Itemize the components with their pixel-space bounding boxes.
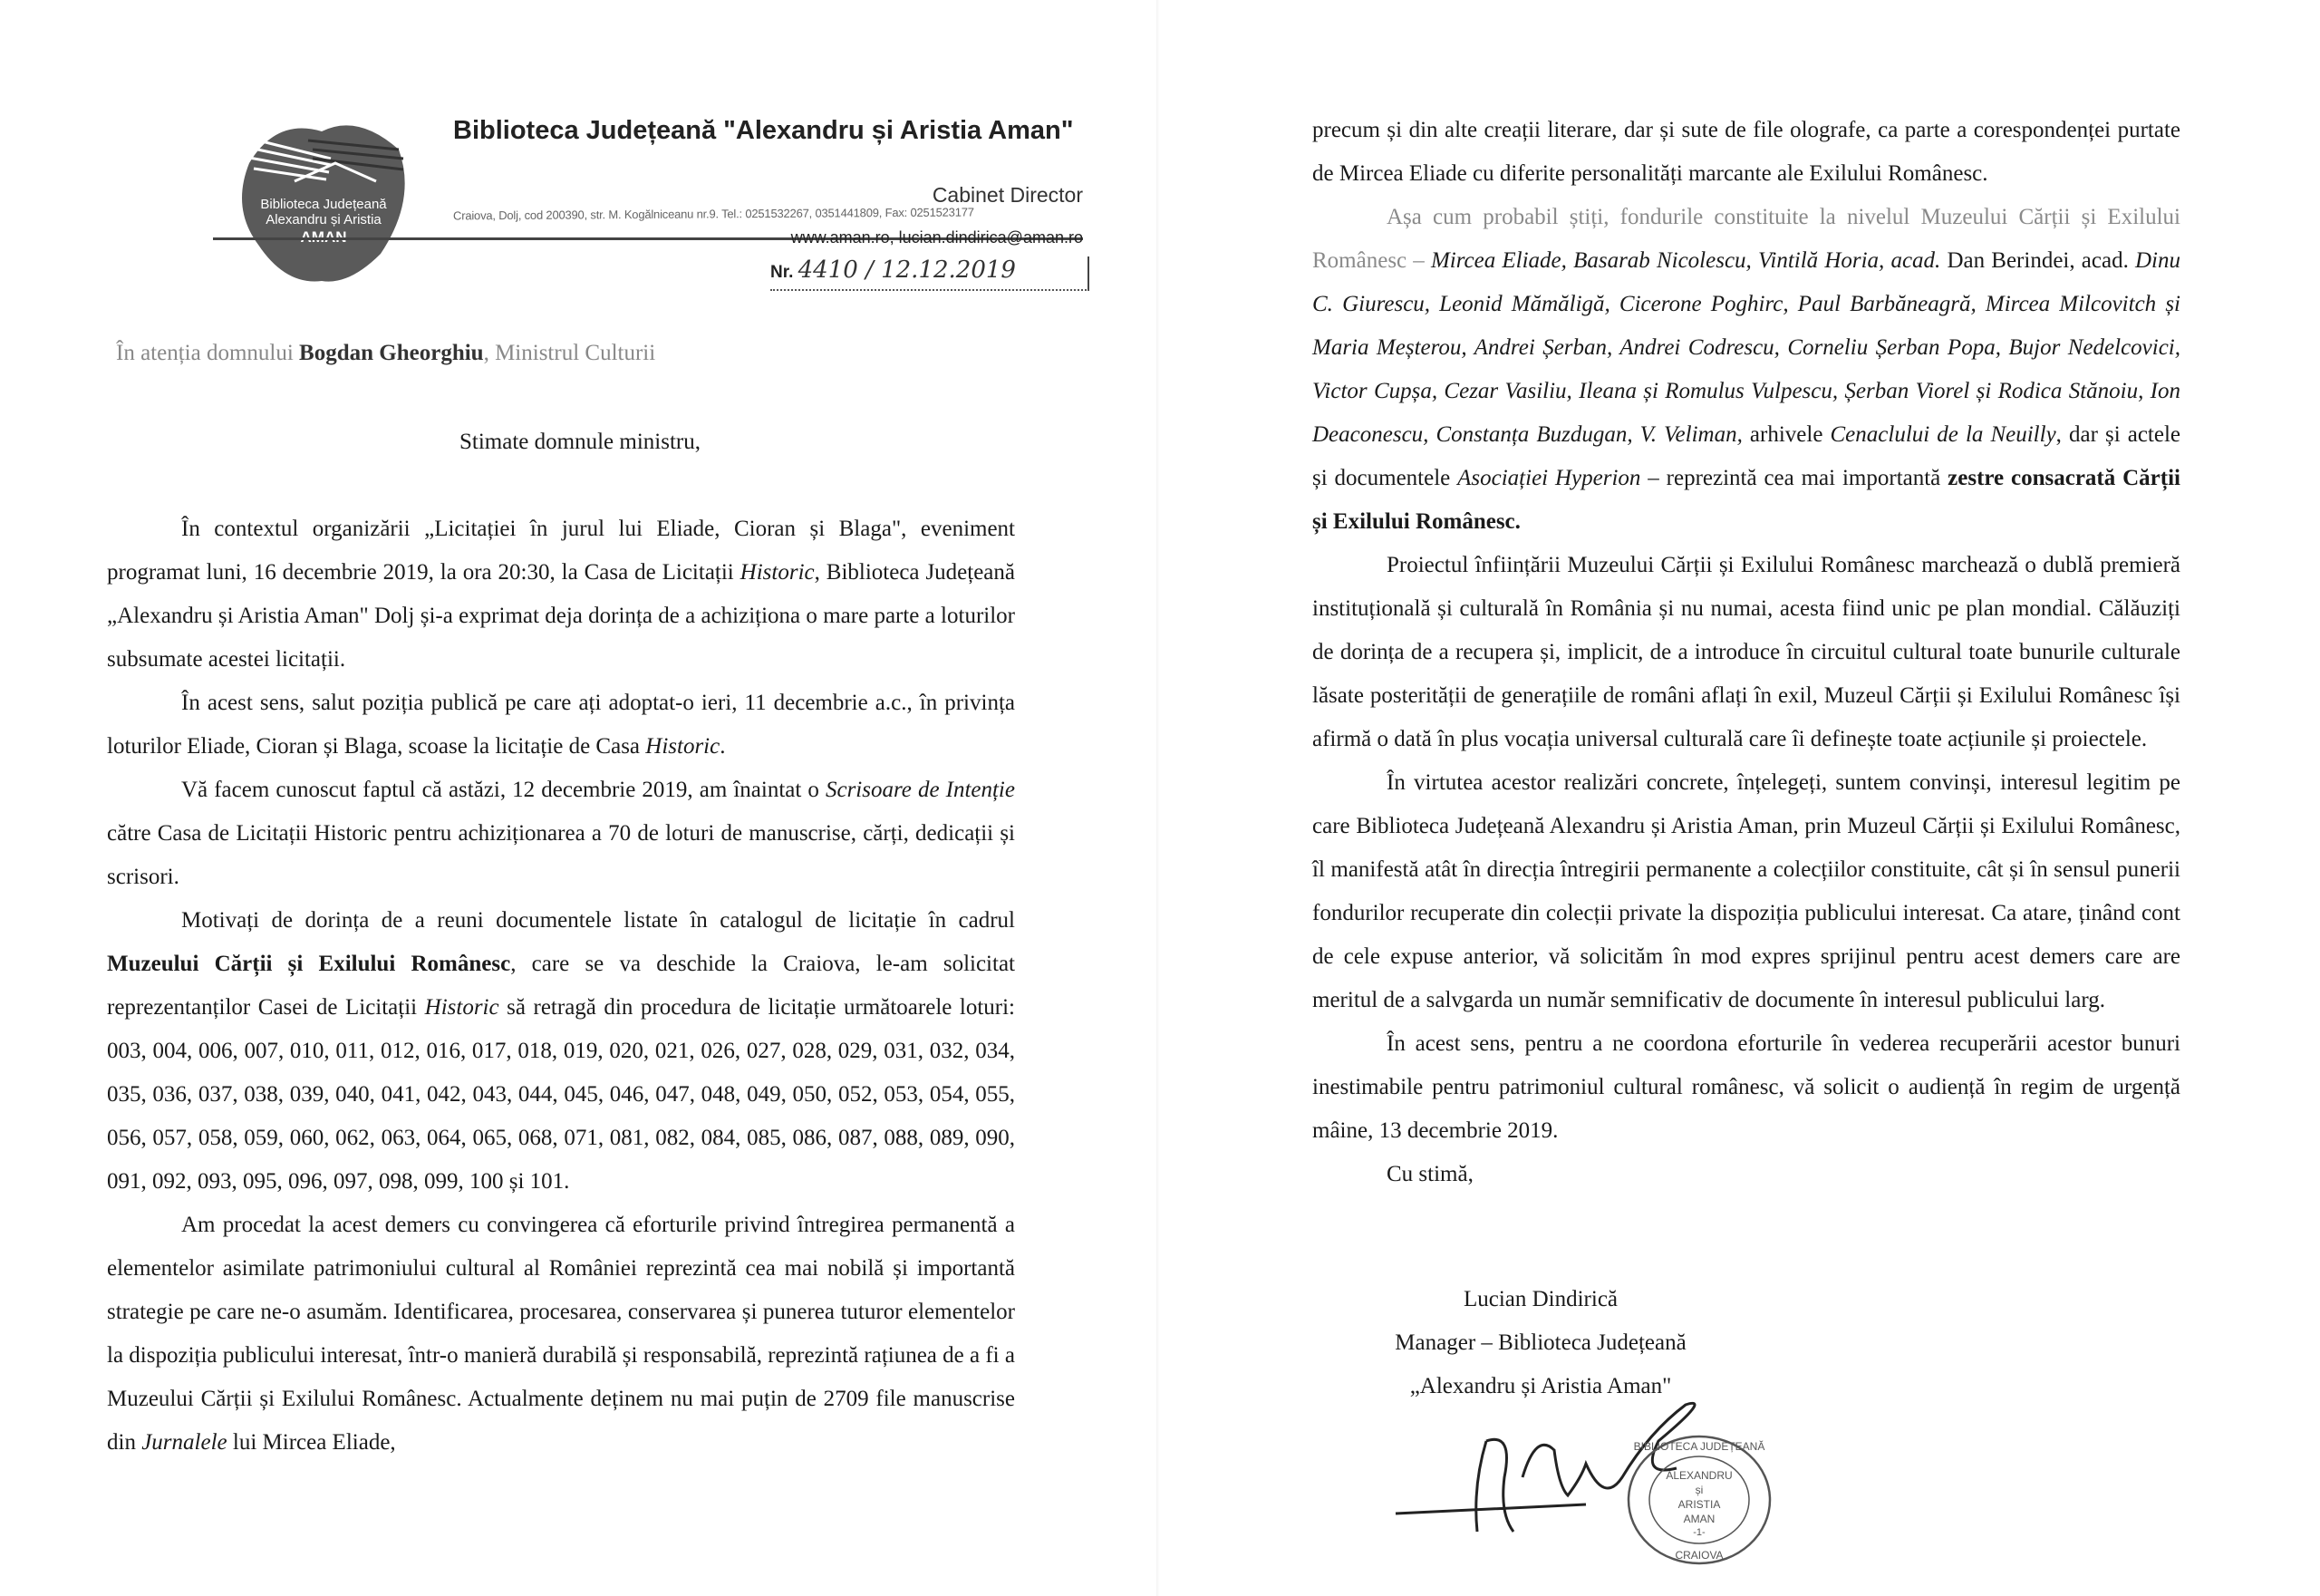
- nr-value: 4410 / 12.12.2019: [798, 256, 1016, 284]
- attention-line: [116, 341, 655, 366]
- registration-box: [770, 256, 1089, 291]
- attention-suffix: , Ministrul Culturii: [483, 341, 656, 365]
- library-logo: [222, 109, 426, 290]
- closing: Cu stimă,: [1387, 1162, 1474, 1186]
- logo-text-2: Alexandru și Aristia: [266, 212, 382, 227]
- paragraph-9: În virtutea acestor realizări concrete, înțelegeți, suntem convinși, interesul legitim pe care Biblioteca Județeană Alexandru și Aristia Aman, prin Muzeul Cărții și Exilului Românesc, îl manifestă atât în direcția întregirii permanente a colecțiilor constituite, cât și în sensul punerii fondurilor recuperate din colecții private la dispoziția publicului interesat. Ca atare, ținând cont de cele expuse anterior, vă solicităm în mod expres sprijinul pentru acest demers care are meritul de a salvgarda un număr semnificativ de documente în interesul publicului larg.: [1312, 770, 2180, 1012]
- letterhead-title: Biblioteca Județeană "Alexandru și Aristia Aman": [453, 116, 1074, 145]
- attention-prefix: În atenția domnului: [116, 341, 300, 365]
- paragraph-8: Proiectul înființării Muzeului Cărții și Exilului Românesc marchează o dublă premieră instituțională și culturală în România și nu numai, acesta fiind unic pe plan mondial. Călăuziți de dorința de a recupera și, implicit, de a introduce în circuitul cultural toate bunurile culturale lăsate posterității de generațiile de români aflați în exil, Muzeul Cărții și Exilului Românesc își afirmă o dată în plus vocația universal culturală care îi definește toate acțiunile și proiectele.: [1312, 553, 2180, 751]
- right-page: [1160, 0, 2320, 1596]
- paragraph-5: Am procedat la acest demers cu convingerea că eforturile privind întregirea permanentă a elementelor asimilate patrimoniului cultural al României reprezintă cea mai nobilă și importantă strategie pe care ne-o asumăm. Identificarea, procesarea, conservarea și punerea tuturor elementelor la dispoziția publicului interesat, într-o manieră durabilă și responsabilă, reprezintă rațiunea de a fi a Muzeului Cărții și Exilului Românesc. Actualmente deținem nu mai puțin de 2709 file manuscrise din Jurnalele lui Mircea Eliade,: [107, 1213, 1015, 1455]
- left-body: [107, 508, 1015, 1465]
- signer-role: Manager – Biblioteca Județeană: [1395, 1330, 1687, 1355]
- paragraph-6: precum și din alte creații literare, dar și sute de file olografe, ca parte a corespondenței purtate de Mircea Eliade cu diferite personalități marcante ale Exilului Românesc.: [1312, 118, 2180, 186]
- letterhead-subtitle: Cabinet Director: [932, 183, 1083, 207]
- svg-text:și: și: [1695, 1484, 1704, 1496]
- registration-number: [770, 256, 1088, 289]
- svg-text:BIBLIOTECA JUDEȚEANĂ: BIBLIOTECA JUDEȚEANĂ: [1633, 1440, 1765, 1453]
- svg-text:-1-: -1-: [1693, 1527, 1706, 1538]
- svg-text:ALEXANDRU: ALEXANDRU: [1666, 1469, 1733, 1482]
- svg-text:AMAN: AMAN: [1683, 1513, 1716, 1525]
- paragraph-3: Vă facem cunoscut faptul că astăzi, 12 decembrie 2019, am înaintat o Scrisoare de Intenție către Casa de Licitații Historic pentru achiziționarea a 70 de loturi de manuscrise, cărți, dedicații și scrisori.: [107, 778, 1015, 889]
- paragraph-2: În acest sens, salut poziția publică pe care ați adoptat-o ieri, 11 decembrie a.c., în privința loturilor Eliade, Cioran și Blaga, scoase la licitație de Casa Historic.: [107, 691, 1015, 759]
- svg-text:CRAIOVA: CRAIOVA: [1675, 1549, 1724, 1562]
- logo-text-1: Biblioteca Județeană: [260, 197, 387, 212]
- signer-institution: „Alexandru și Aristia Aman": [1409, 1374, 1672, 1398]
- letterhead-address: Craiova, Dolj, cod 200390, str. M. Kogălniceanu nr.9. Tel.: 0251532267, 0351441809, Fax: 0251523177: [453, 205, 974, 223]
- letterhead-web: www.aman.ro, lucian.dindirica@aman.ro: [790, 228, 1083, 247]
- right-body: [1312, 109, 2180, 1196]
- svg-text:ARISTIA: ARISTIA: [1677, 1498, 1721, 1511]
- nr-label: Nr.: [770, 263, 794, 282]
- paragraph-4: Motivați de dorința de a reuni documentele listate în catalogul de licitație în cadrul Muzeului Cărții și Exilului Românesc, care se va deschide la Craiova, le-am solicitat reprezentanților Casei de Licitații Historic să retragă din procedura de licitație următoarele loturi: 003, 004, 006, 007, 010, 011, 012, 016, 017, 018, 019, 020, 021, 026, 027, 028, 029, 031, 032, 034, 035, 036, 037, 038, 039, 040, 041, 042, 043, 044, 045, 046, 047, 048, 049, 050, 052, 053, 054, 055, 056, 057, 058, 059, 060, 062, 063, 064, 065, 068, 071, 081, 082, 084, 085, 086, 087, 088, 089, 090, 091, 092, 093, 095, 096, 097, 098, 099, 100 și 101.: [107, 908, 1015, 1194]
- paragraph-1: În contextul organizării „Licitației în jurul lui Eliade, Cioran și Blaga", eveniment programat luni, 16 decembrie 2019, la ora 20:30, la Casa de Licitații Historic, Biblioteca Județeană „Alexandru și Aristia Aman" Dolj și-a exprimat deja dorința de a achiziționa o mare parte a loturilor subsumate acestei licitații.: [107, 517, 1015, 672]
- attention-name: Bogdan Gheorghiu: [299, 341, 484, 365]
- paragraph-10: În acest sens, pentru a ne coordona eforturile în vederea recuperării acestor bunuri inestimabile pentru patrimoniul cultural românesc, vă solicit o audiență în regim de urgență mâine, 13 decembrie 2019.: [1312, 1031, 2180, 1143]
- signer-name: Lucian Dindirică: [1463, 1287, 1619, 1311]
- greeting: Stimate domnule ministru,: [459, 430, 701, 454]
- paragraph-7: Așa cum probabil știți, fondurile constituite la nivelul Muzeului Cărții și Exilului Românesc – Mircea Eliade, Basarab Nicolescu, Vintilă Horia, acad. Dan Berindei, acad. Dinu C. Giurescu, Leonid Mămăligă, Cicerone Poghirc, Paul Barbăneagră, Mircea Milcovitch și Maria Meșterou, Andrei Șerban, Andrei Codrescu, Corneliu Șerban Popa, Bujor Nedelcovici, Victor Cupșa, Cezar Vasiliu, Ileana și Romulus Vulpescu, Șerban Viorel și Rodica Stănoiu, Ion Deaconescu, Constanța Buzdugan, V. Veliman, arhivele Cenaclului de la Neuilly, dar și actele și documentele Asociației Hyperion – reprezintă cea mai importantă zestre consacrată Cărții și Exilului Românesc.: [1312, 205, 2181, 534]
- official-stamp: [1622, 1423, 1776, 1577]
